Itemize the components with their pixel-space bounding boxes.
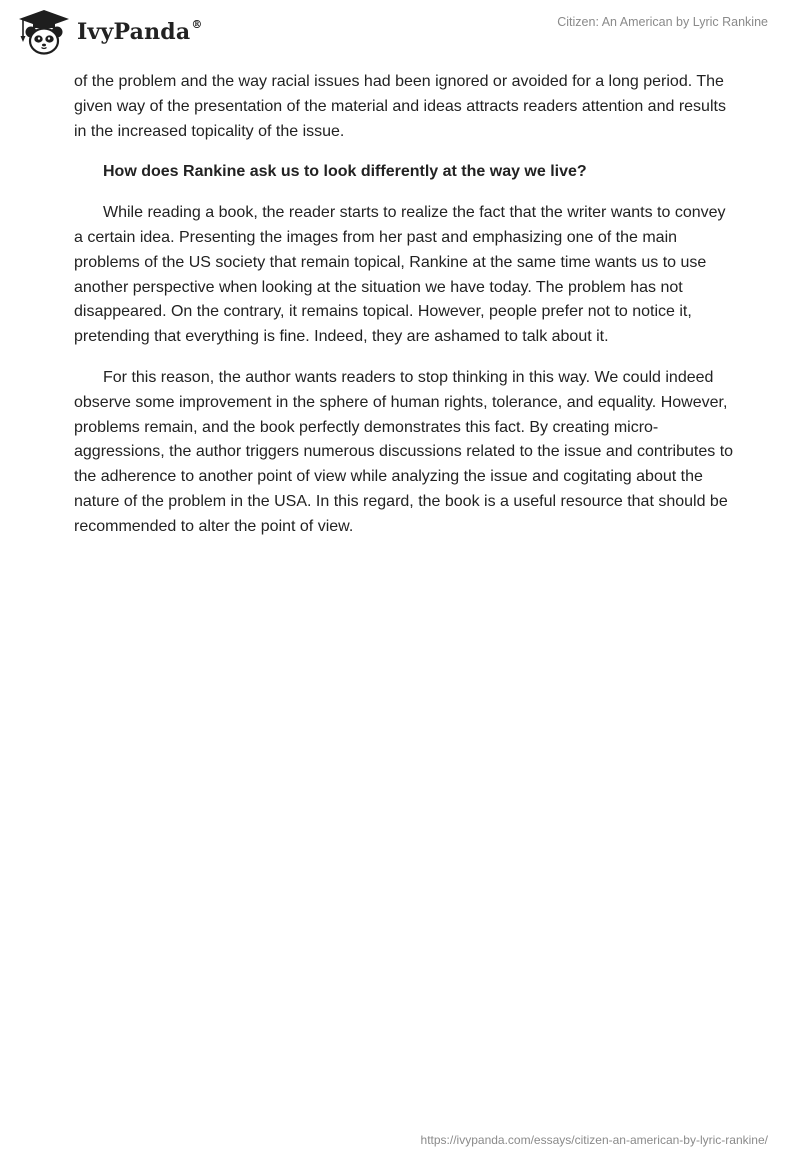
section-heading: How does Rankine ask us to look differently at the way we live?: [103, 163, 587, 181]
ivypanda-logo[interactable]: [14, 7, 203, 57]
source-url-link[interactable]: https://ivypanda.com/essays/citizen-an-american-by-lyric-rankine/: [420, 1133, 768, 1147]
essay-content: [74, 70, 736, 556]
paragraph: For this reason, the author wants readers to stop thinking in this way. We could indeed observe some improvement in the sphere of human rights, tolerance, and equality. However, problems remain, and the book perfectly demonstrates this fact. By creating micro-aggressions, the author triggers numerous discussions related to the issue and contributes to the adherence to another point of view while analyzing the issue and cogitating about the nature of the problem in the USA. In this regard, the book is a useful resource that should be recommended to alter the point of view.: [74, 368, 734, 535]
paragraph: While reading a book, the reader starts to realize the fact that the writer wants to convey a certain idea. Presenting the images from her past and emphasizing one of the main problems of the US society that remain topical, Rankine at the same time wants us to use another perspective when looking at the situation we have today. The problem has not disappeared. On the contrary, it remains topical. However, people prefer not to notice it, pretending that everything is fine. Indeed, they are ashamed to talk about it.: [74, 204, 726, 346]
paragraph-continued: of the problem and the way racial issues had been ignored or avoided for a long period. The given way of the presentation of the material and ideas attracts readers attention and results in the increased topicality of the issue.: [74, 73, 726, 140]
running-title: Citizen: An American by Lyric Rankine: [557, 15, 768, 29]
panda-graduate-icon: [14, 7, 74, 57]
registered-mark: ®: [191, 17, 203, 31]
logo-wordmark: IvyPanda®: [77, 17, 203, 45]
page-header: [0, 0, 800, 70]
